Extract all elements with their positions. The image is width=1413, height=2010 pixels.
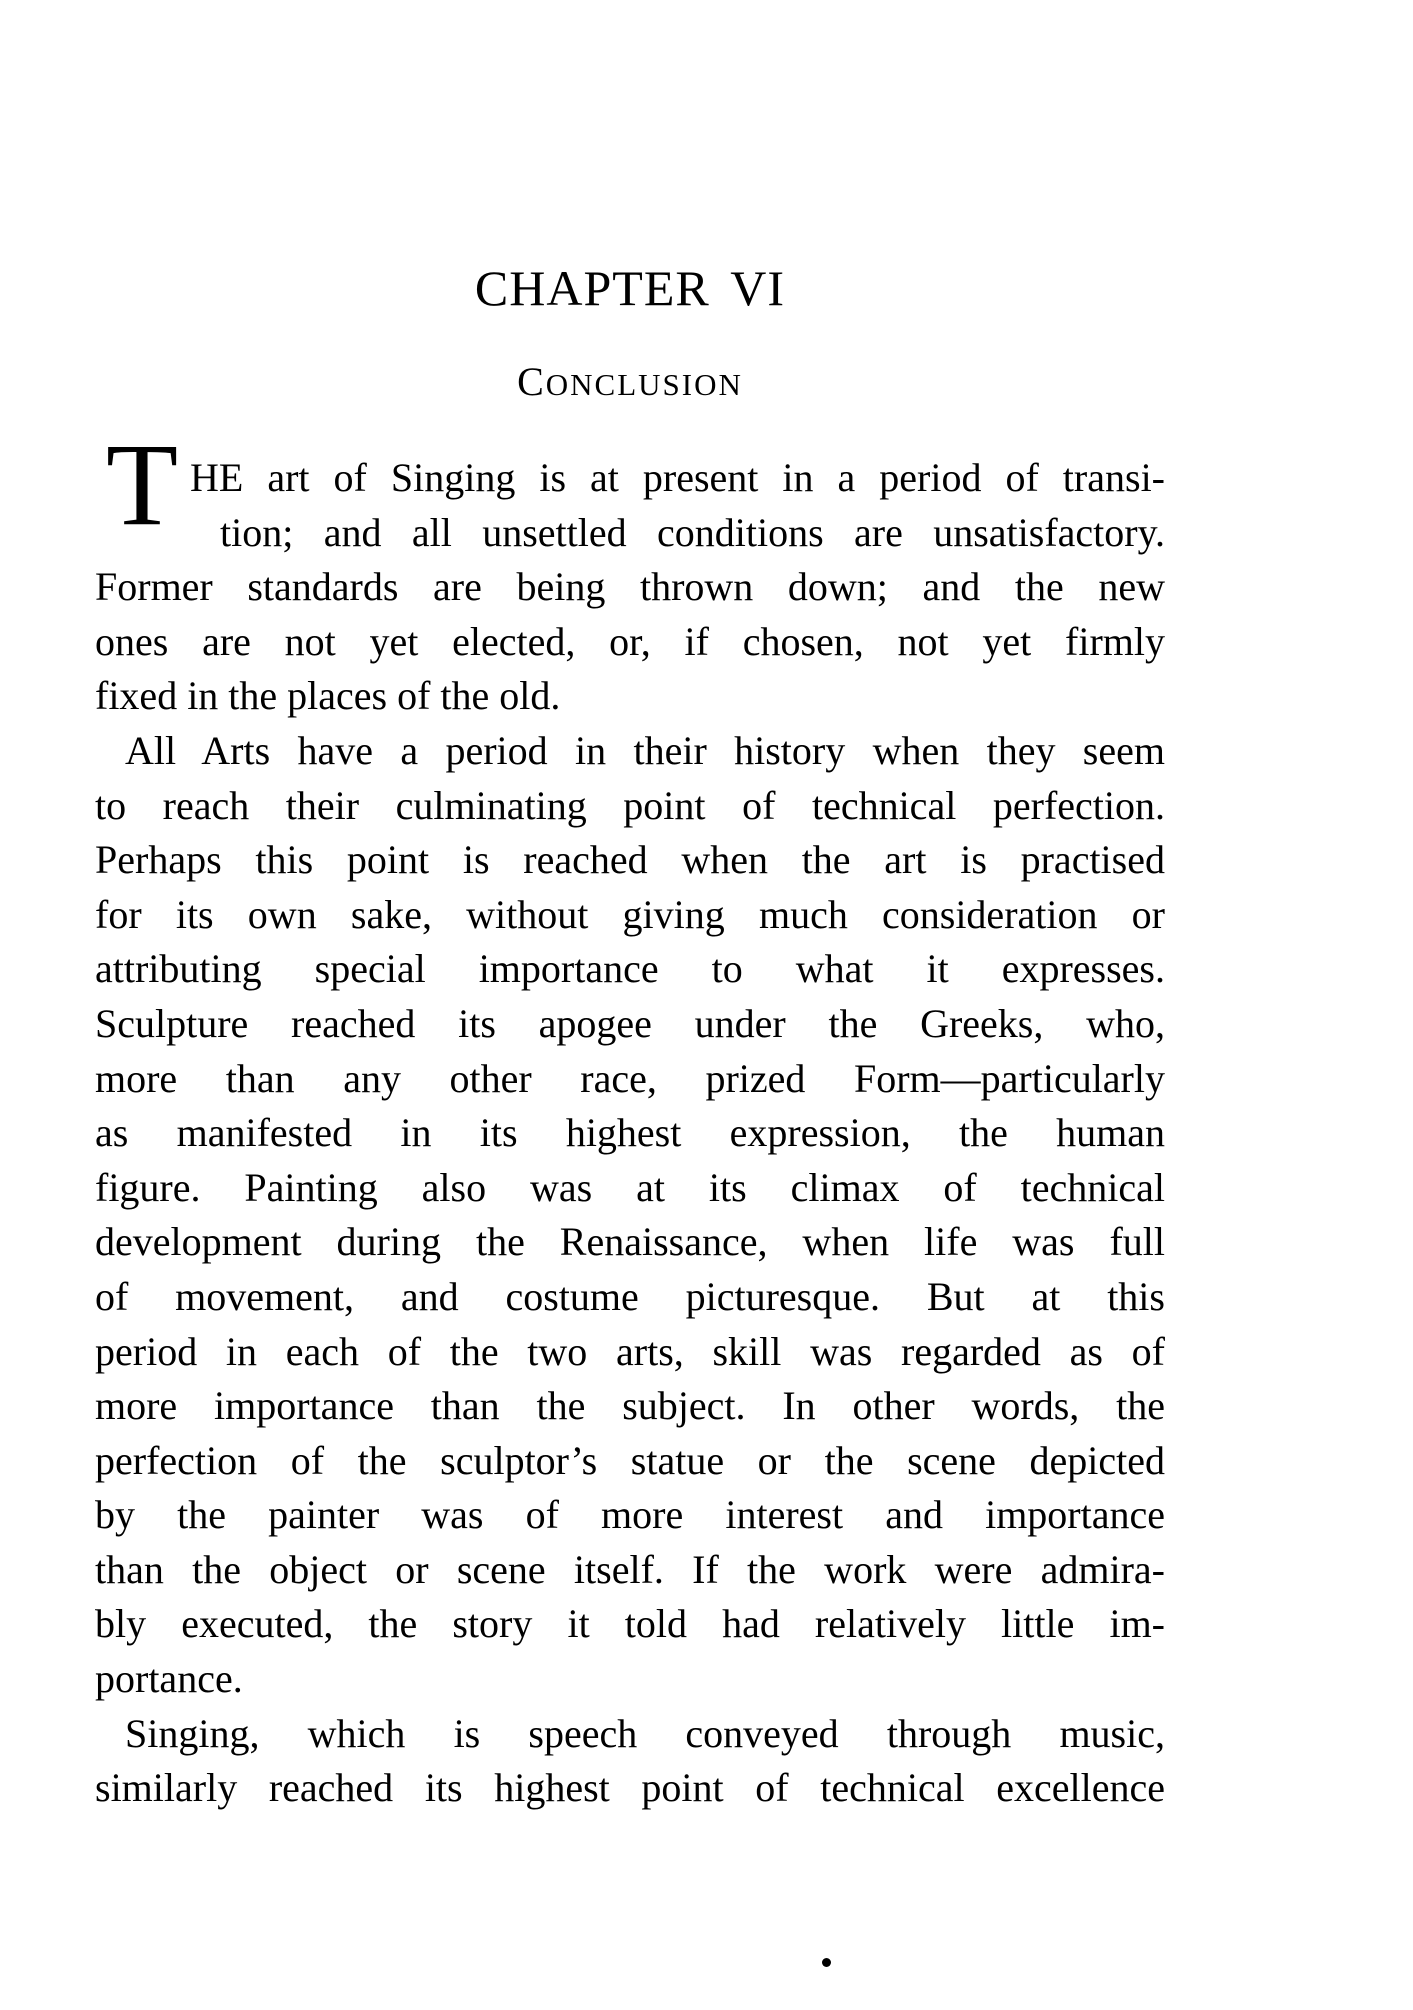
text-line: fixed in the places of the old. xyxy=(95,673,561,719)
section-heading-rest: ONCLUSION xyxy=(545,367,743,402)
text-line: ones are not yet elected, or, if chosen, not yet firmly xyxy=(95,618,1165,664)
text-line: more than any other race, prized Form—particularly xyxy=(95,1055,1165,1101)
text-line: Singing, which is speech conveyed through music, xyxy=(125,1710,1165,1756)
text-line: Former standards are being thrown down; and the new xyxy=(95,564,1165,610)
text-line: figure. Painting also was at its climax of technical xyxy=(95,1164,1165,1210)
section-heading-initial: C xyxy=(517,359,546,404)
text-line: Sculpture reached its apogee under the Greeks, who, xyxy=(95,1000,1165,1046)
text-line: similarly reached its highest point of technical excellence xyxy=(95,1765,1165,1811)
body-text xyxy=(95,451,1165,1816)
text-line: perfection of the sculptor’s statue or the scene depicted xyxy=(95,1437,1165,1483)
text-line: development during the Renaissance, when life was full xyxy=(95,1219,1165,1265)
section-heading xyxy=(95,359,1165,404)
text-line: All Arts have a period in their history when they seem xyxy=(125,727,1165,773)
text-line: than the object or scene itself. If the work were admira- xyxy=(95,1546,1165,1592)
text-line: to reach their culminating point of technical perfection. xyxy=(95,782,1165,828)
text-line: portance. xyxy=(95,1656,243,1702)
text-line: of movement, and costume picturesque. But at this xyxy=(95,1273,1165,1319)
text-line: tion; and all unsettled conditions are unsatisfactory. xyxy=(220,509,1165,555)
text-line: HE art of Singing is at present in a period of transi- xyxy=(190,455,1165,500)
text-line: period in each of the two arts, skill was regarded as of xyxy=(95,1328,1165,1374)
text-line: for its own sake, without giving much consideration or xyxy=(95,891,1165,937)
ink-dot-artifact xyxy=(822,1958,831,1967)
text-line: as manifested in its highest expression, the human xyxy=(95,1110,1165,1156)
text-line: attributing special importance to what it expresses. xyxy=(95,946,1165,992)
chapter-title: CHAPTER VI xyxy=(474,260,786,316)
text-line: more importance than the subject. In other words, the xyxy=(95,1383,1165,1429)
text-line: bly executed, the story it told had relatively little im- xyxy=(95,1601,1165,1647)
text-line: Perhaps this point is reached when the art is practised xyxy=(95,837,1165,883)
text-line: by the painter was of more interest and importance xyxy=(95,1492,1165,1538)
drop-cap-letter: T xyxy=(106,419,179,550)
